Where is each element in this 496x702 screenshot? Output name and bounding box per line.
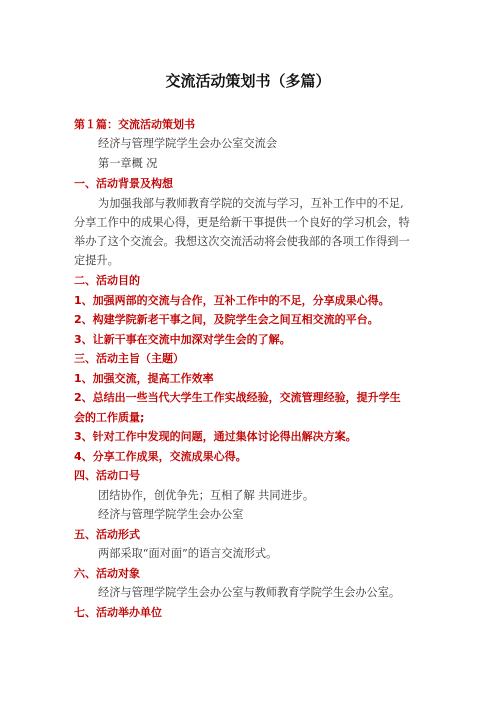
- paragraph-line: 为加强我部与教师教育学院的交流与学习，互补工作中的不足,: [98, 197, 404, 210]
- subtitle: 经济与管理学院学生会办公室交流会: [98, 137, 278, 150]
- purpose-item: 3、让新干事在交流中加深对学生会的了解。: [74, 333, 291, 346]
- purpose-item: 2、构建学院新老干事之间，及院学生会之间互相交流的平台。: [74, 313, 379, 326]
- paragraph-line: 举办了这个交流会。我想这次交流活动将会使我部的各项工作得到一: [74, 235, 410, 248]
- theme-item: 3、针对工作中发现的问题，通过集体讨论得出解决方案。: [74, 430, 357, 443]
- target-text: 经济与管理学院学生会办公室与教师教育学院学生会办公室。: [98, 586, 401, 599]
- slogan-text: 团结协作，创优争先；互相了解 共同进步。: [98, 489, 315, 502]
- theme-item: 4、分享工作成果，交流成果心得。: [74, 450, 247, 463]
- theme-item: 会的工作质量;: [74, 411, 145, 424]
- chapter-heading: 第一章概 况: [98, 157, 158, 170]
- purpose-item: 1、加强两部的交流与合作，互补工作中的不足，分享成果心得。: [74, 294, 390, 307]
- document-title: 交流活动策划书（多篇）: [165, 72, 331, 90]
- heading-slogan: 四、活动口号: [74, 469, 140, 482]
- heading-organizer: 七、活动举办单位: [74, 606, 162, 619]
- heading-target: 六、活动对象: [74, 567, 140, 580]
- form-text: 两部采取“面对面”的语言交流形式。: [98, 547, 278, 560]
- heading-purpose: 二、活动目的: [74, 274, 140, 287]
- paragraph-line: 分享工作中的成果心得，更是给新干事提供一个良好的学习机会，特: [74, 216, 410, 229]
- heading-background: 一、活动背景及构想: [74, 177, 173, 190]
- theme-item: 1、加强交流，提高工作效率: [74, 372, 214, 385]
- slogan-org: 经济与管理学院学生会办公室: [98, 508, 244, 521]
- theme-item: 2、总结出一些当代大学生工作实战经验，交流管理经验，提升学生: [74, 391, 401, 404]
- heading-form: 五、活动形式: [74, 528, 140, 541]
- section-heading: 第１篇：交流活动策划书: [74, 118, 195, 131]
- heading-theme: 三、活动主旨（主题）: [74, 352, 184, 365]
- paragraph-line: 定提升。: [74, 254, 119, 267]
